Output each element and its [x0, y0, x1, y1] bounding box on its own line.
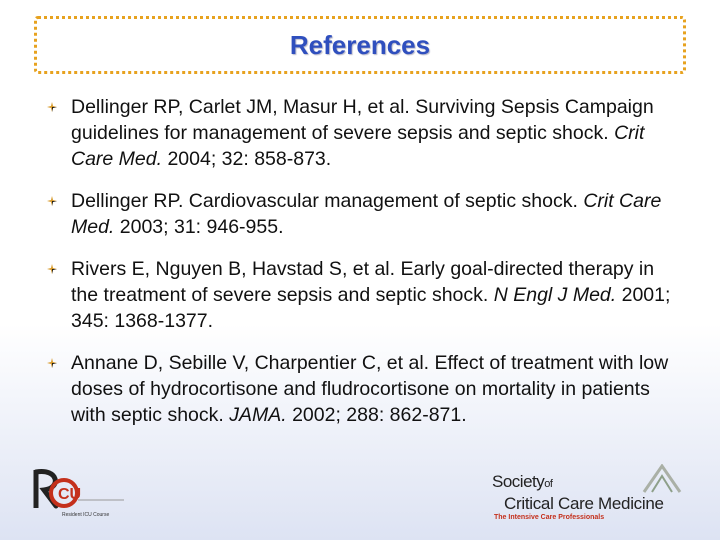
ricu-tagline: Resident ICU Course	[62, 512, 110, 518]
bullet-icon	[46, 263, 58, 275]
reference-item	[46, 350, 686, 428]
svg-text:CU: CU	[58, 486, 82, 503]
reference-text: Dellinger RP. Cardiovascular management of septic shock. Crit Care Med. 2003; 31: 946-955.	[71, 190, 662, 238]
title-box	[34, 16, 686, 74]
sccm-logo	[490, 462, 690, 524]
reference-text: Annane D, Sebille V, Charpentier C, et al. Effect of treatment with low doses of hydrocortisone and fludrocortisone on mortality in patients with septic shock. JAMA. 2002; 288: 862-871.	[71, 352, 669, 426]
reference-item	[46, 188, 686, 240]
sccm-name-line2: Critical Care Medicine	[504, 494, 664, 513]
sccm-name-line1: Societyof	[492, 472, 553, 491]
reference-item	[46, 94, 686, 172]
bullet-icon	[46, 195, 58, 207]
ricu-logo	[28, 466, 148, 524]
bullet-icon	[46, 357, 58, 369]
sccm-emblem-icon	[640, 464, 684, 494]
slide-title: References	[289, 29, 431, 60]
bullet-icon	[46, 101, 58, 113]
reference-list	[46, 94, 686, 444]
reference-text: Dellinger RP, Carlet JM, Masur H, et al. Surviving Sepsis Campaign guidelines for management of severe sepsis and septic shock. Crit Care Med. 2004; 32: 858-873.	[71, 96, 654, 170]
reference-text: Rivers E, Nguyen B, Havstad S, et al. Early goal-directed therapy in the treatment of severe sepsis and septic shock. N Engl J Med. 2001; 345: 1368-1377.	[71, 258, 671, 332]
reference-item	[46, 256, 686, 334]
ricu-logo-mark	[28, 466, 148, 512]
sccm-tagline: The Intensive Care Professionals	[494, 514, 605, 521]
